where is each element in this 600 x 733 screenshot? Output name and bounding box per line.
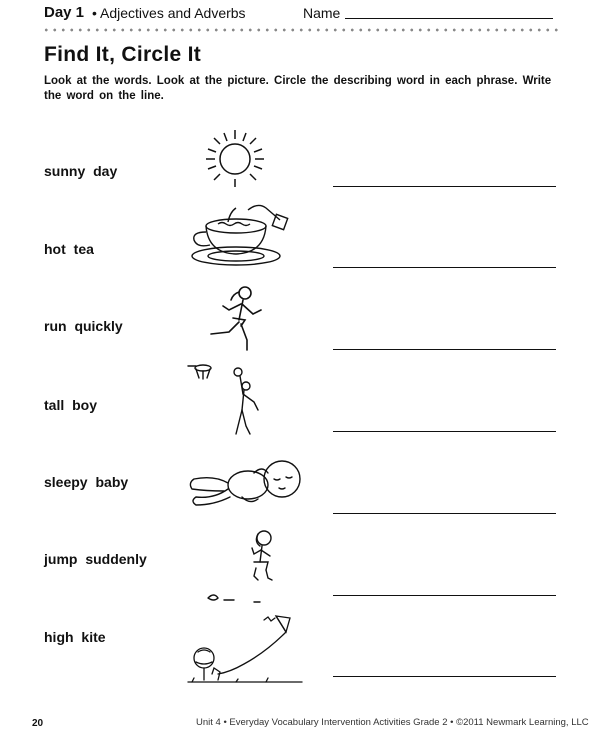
- name-label: Name: [303, 5, 341, 21]
- answer-line-3[interactable]: [333, 349, 556, 350]
- topic-label: • Adjectives and Adverbs: [92, 5, 246, 21]
- answer-line-5[interactable]: [333, 513, 556, 514]
- jumping-child-icon: [204, 528, 284, 604]
- dotted-divider: [42, 28, 558, 32]
- running-girl-icon: [203, 284, 273, 356]
- answer-line-7[interactable]: [333, 676, 556, 677]
- answer-line-1[interactable]: [333, 186, 556, 187]
- phrase-sleepy-baby[interactable]: sleepy baby: [44, 474, 129, 490]
- phrase-run-quickly[interactable]: run quickly: [44, 318, 123, 334]
- teacup-icon: [188, 198, 298, 270]
- name-line[interactable]: [345, 18, 553, 19]
- footer-credit: Unit 4 • Everyday Vocabulary Intervention Activities Grade 2 • ©2011 Newmark Learning, LLC: [196, 717, 589, 728]
- sleeping-baby-icon: [184, 455, 309, 507]
- answer-line-2[interactable]: [333, 267, 556, 268]
- basketball-boy-icon: [186, 360, 276, 440]
- phrase-jump-suddenly[interactable]: jump suddenly: [44, 551, 147, 567]
- page-number: 20: [32, 718, 44, 729]
- page-title: Find It, Circle It: [44, 43, 202, 66]
- sun-icon: [200, 128, 270, 188]
- instructions: Look at the words. Look at the picture. Circle the describing word in each phrase. Write the word on the line.: [44, 75, 552, 102]
- answer-line-4[interactable]: [333, 431, 556, 432]
- phrase-high-kite[interactable]: high kite: [44, 629, 106, 645]
- phrase-tall-boy[interactable]: tall boy: [44, 397, 98, 413]
- phrase-hot-tea[interactable]: hot tea: [44, 241, 94, 257]
- day-label: Day 1: [44, 4, 85, 21]
- kite-icon: [186, 612, 306, 687]
- phrase-sunny-day[interactable]: sunny day: [44, 163, 118, 179]
- answer-line-6[interactable]: [333, 595, 556, 596]
